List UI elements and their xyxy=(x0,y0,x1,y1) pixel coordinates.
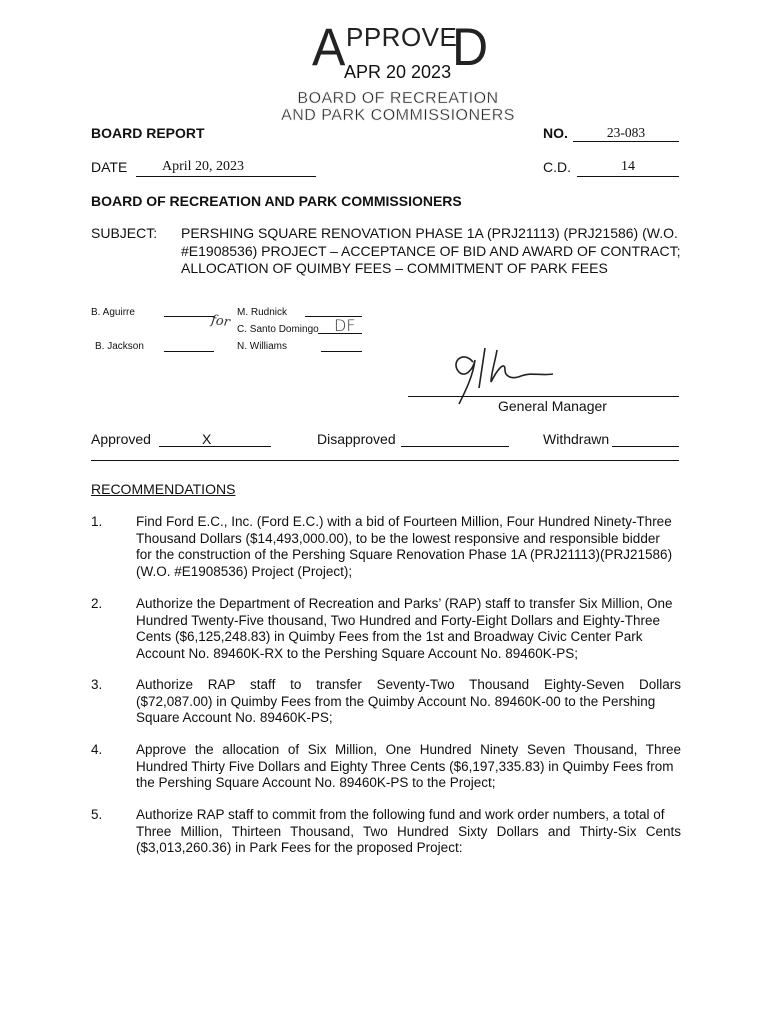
commissioner-signature-line xyxy=(164,316,214,317)
subject-text xyxy=(181,225,681,278)
recommendation-line: ($3,013,260.36) in Park Fees for the proposed Project: xyxy=(136,840,463,855)
board-report-label: BOARD REPORT xyxy=(91,125,205,141)
recommendation-line: Hundred Thirty Five Dollars and Eighty Three Cents ($6,197,335.83) in Quimby Fees from xyxy=(136,758,674,774)
disapproved-field xyxy=(401,446,509,447)
commissioner-name: B. Jackson xyxy=(95,341,144,352)
withdrawn-field xyxy=(612,446,679,447)
recommendation-line: (W.O. #E1908536) Project (Project); xyxy=(136,563,353,579)
recommendation-line: Find Ford E.C., Inc. (Ford E.C.) with a bid of Fourteen Million, Four Hundred Ninety-Three xyxy=(136,514,672,529)
stamp-board-line1: BOARD OF RECREATION xyxy=(297,90,499,107)
for-handwritten-note: for xyxy=(210,312,231,331)
commissioner-name: C. Santo Domingo xyxy=(237,324,319,335)
subject-line: ALLOCATION OF QUIMBY FEES – COMMITMENT OF PARK FEES xyxy=(181,260,608,276)
commissioner-name: B. Aguirre xyxy=(91,307,135,318)
date-value xyxy=(136,159,316,177)
recommendation-line: Authorize the Department of Recreation and Parks’ (RAP) staff to transfer Six Million, One xyxy=(136,596,673,611)
general-manager-signature-line xyxy=(408,396,679,397)
recommendation-line: Authorize RAP staff to transfer Seventy-Two Thousand Eighty-Seven Dollars xyxy=(136,677,681,692)
report-number-label: NO. xyxy=(543,125,568,141)
section-divider xyxy=(91,460,679,461)
recommendation-line: Square Account No. 89460K-PS; xyxy=(136,710,333,725)
cd-label: C.D. xyxy=(543,159,571,175)
date-text: April 20, 2023 xyxy=(162,159,245,174)
recommendation-line: ($72,087.00) in Quimby Fees from the Quimby Account No. 89460K-00 to the Pershing xyxy=(136,693,656,709)
stamp-approved-middle: PPROVE xyxy=(346,22,458,52)
cd-value xyxy=(577,159,679,177)
stamp-board-name xyxy=(268,90,528,124)
approved-label: Approved xyxy=(91,431,151,447)
stamp-date: APR 20 2023 xyxy=(344,62,452,82)
date-label: DATE xyxy=(91,159,128,175)
recommendation-number: 4. xyxy=(91,742,103,757)
recommendation-number: 2. xyxy=(91,596,103,611)
recommendation-line: Thousand Dollars ($14,493,000.00), to be the lowest responsive and responsible bidder xyxy=(136,530,660,546)
commissioner-name: M. Rudnick xyxy=(237,307,288,318)
stamp-approved-first-letter: A xyxy=(312,17,346,77)
commissioner-signature-line xyxy=(321,351,362,352)
recommendation-text xyxy=(136,807,681,857)
recommendations-heading xyxy=(91,481,235,497)
recommendation-line: Three Million, Thirteen Thousand, Two Hundred Sixty Dollars and Thirty-Six Cents xyxy=(136,823,681,839)
recommendation-text xyxy=(136,742,681,792)
recommendation-line: Authorize RAP staff to commit from the following fund and work order numbers, a total of xyxy=(136,807,665,822)
recommendation-line: Approve the allocation of Six Million, One Hundred Ninety Seven Thousand, Three xyxy=(136,742,681,757)
recommendation-number: 5. xyxy=(91,807,103,822)
recommendation-number: 1. xyxy=(91,514,103,529)
commissioner-initials: DF xyxy=(334,316,356,335)
approved-field xyxy=(159,431,271,447)
report-number-text: 23-083 xyxy=(606,125,646,140)
recommendation-line: for the construction of the Pershing Square Renovation Phase 1A (PRJ21113)(PRJ21586) xyxy=(136,547,673,562)
recommendation-number: 3. xyxy=(91,677,103,692)
stamp-board-line2: AND PARK COMMISSIONERS xyxy=(281,107,515,124)
stamp-approved-last-letter: D xyxy=(452,17,489,77)
approved-mark: X xyxy=(202,431,212,447)
report-number-value xyxy=(573,125,679,142)
board-title: BOARD OF RECREATION AND PARK COMMISSIONERS xyxy=(91,193,462,209)
general-manager-label: General Manager xyxy=(498,398,607,414)
cd-text: 14 xyxy=(621,159,635,174)
withdrawn-label: Withdrawn xyxy=(543,431,610,447)
recommendation-text xyxy=(136,514,681,580)
recommendations-heading-text: RECOMMENDATIONS xyxy=(91,481,236,497)
subject-label: SUBJECT: xyxy=(91,225,158,241)
recommendation-text xyxy=(136,677,681,727)
commissioner-signature-line xyxy=(164,351,214,352)
recommendation-text xyxy=(136,596,681,662)
recommendation-line: Hundred Twenty-Five thousand, Two Hundred and Forty-Eight Dollars and Eighty-Three xyxy=(136,612,661,628)
disapproved-label: Disapproved xyxy=(317,431,396,447)
recommendation-line: Cents ($6,125,248.83) in Quimby Fees from the 1st and Broadway Civic Center Park xyxy=(136,629,643,644)
subject-line: #E1908536) PROJECT – ACCEPTANCE OF BID AND AWARD OF CONTRACT; xyxy=(181,242,681,259)
recommendation-line: the Pershing Square Account No. 89460K-PS to the Project; xyxy=(136,775,496,790)
commissioner-name: N. Williams xyxy=(237,341,287,352)
subject-line: PERSHING SQUARE RENOVATION PHASE 1A (PRJ21113) (PRJ21586) (W.O. xyxy=(181,225,678,241)
recommendation-line: Account No. 89460K-RX to the Pershing Square Account No. 89460K-PS; xyxy=(136,645,579,661)
